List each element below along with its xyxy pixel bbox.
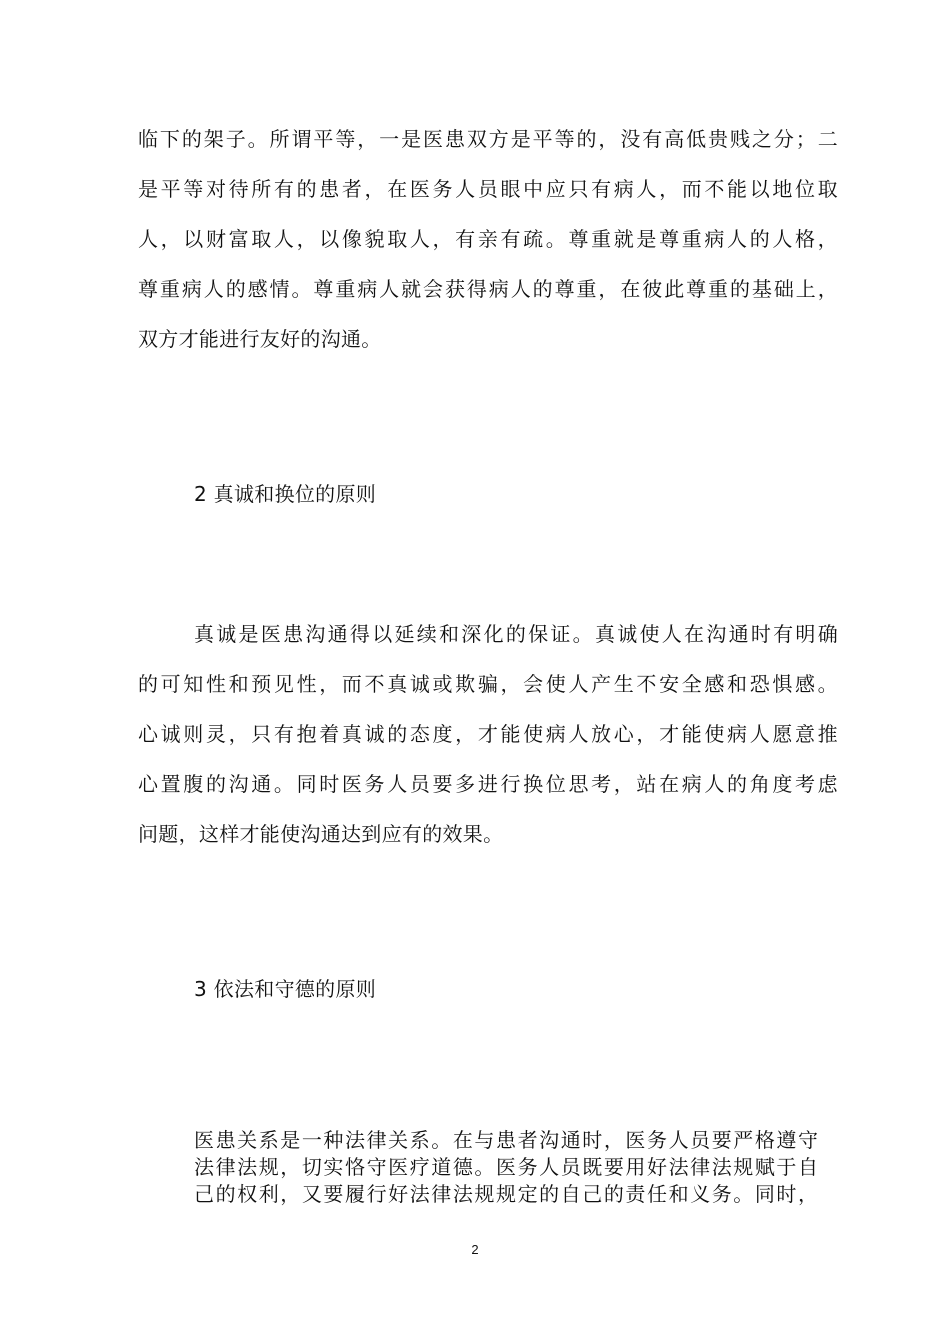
- paragraph-3-line-1: 医患关系是一种法律关系。在与患者沟通时，医务人员要严格遵守: [194, 1128, 818, 1152]
- paragraph-2-line-5: 问题，这样才能使沟通达到应有的效果。: [138, 822, 504, 846]
- paragraph-2-line-3: 心诚则灵，只有抱着真诚的态度，才能使病人放心，才能使病人愿意推: [138, 722, 838, 746]
- paragraph-1-line-4: 尊重病人的感情。尊重病人就会获得病人的尊重，在彼此尊重的基础上，: [138, 277, 838, 301]
- paragraph-1-line-2: 是平等对待所有的患者，在医务人员眼中应只有病人，而不能以地位取: [138, 177, 838, 201]
- section-heading-3: 3 依法和守德的原则: [194, 977, 377, 1001]
- paragraph-3-line-3: 己的权利，又要履行好法律法规规定的自己的责任和义务。同时，: [194, 1182, 818, 1206]
- page-number: 2: [471, 1242, 479, 1257]
- paragraph-1-line-3: 人，以财富取人，以像貌取人，有亲有疏。尊重就是尊重病人的人格，: [138, 227, 838, 251]
- paragraph-3-line-2: 法律法规，切实恪守医疗道德。医务人员既要用好法律法规赋于自: [194, 1155, 818, 1179]
- paragraph-2-line-1: 真诚是医患沟通得以延续和深化的保证。真诚使人在沟通时有明确: [194, 622, 838, 646]
- section-heading-2: 2 真诚和换位的原则: [194, 482, 377, 506]
- paragraph-2-line-4: 心置腹的沟通。同时医务人员要多进行换位思考，站在病人的角度考虑: [138, 772, 838, 796]
- paragraph-2-line-2: 的可知性和预见性，而不真诚或欺骗，会使人产生不安全感和恐惧感。: [138, 672, 838, 696]
- paragraph-1-line-5: 双方才能进行友好的沟通。: [138, 327, 382, 351]
- paragraph-1-line-1: 临下的架子。所谓平等，一是医患双方是平等的，没有高低贵贱之分；二: [138, 127, 838, 151]
